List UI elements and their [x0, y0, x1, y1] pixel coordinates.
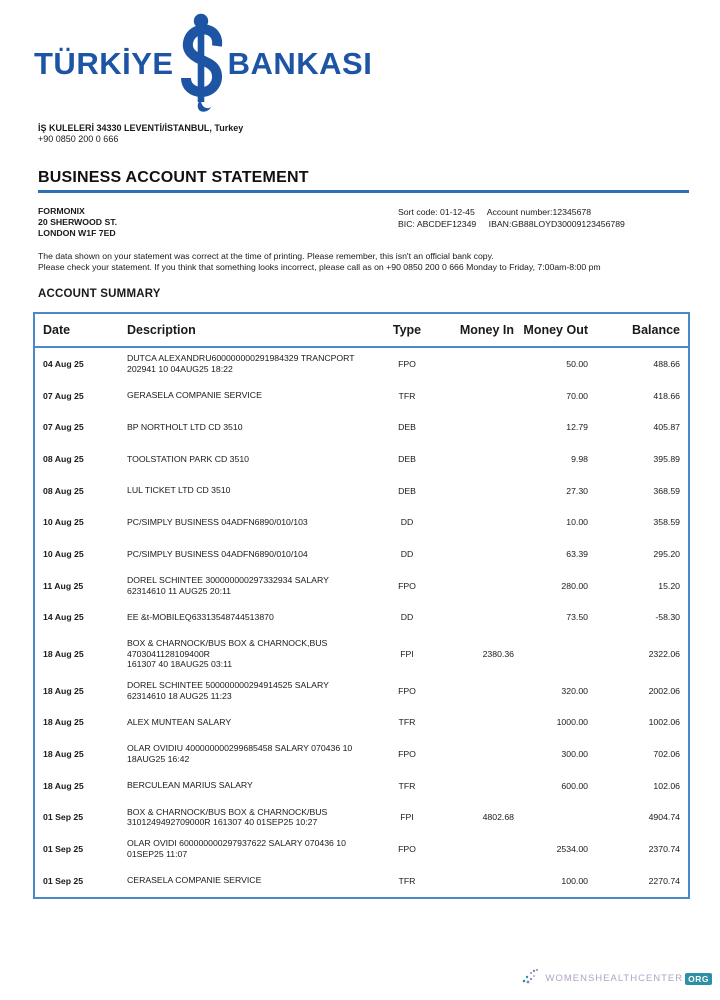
table-row	[35, 506, 688, 538]
cell-date: 07 Aug 25	[43, 390, 84, 401]
cell-description	[123, 454, 378, 465]
title-divider	[38, 190, 689, 193]
header-balance: Balance	[632, 323, 680, 337]
account-details-block	[398, 206, 635, 239]
transactions-body	[35, 348, 688, 897]
table-row	[35, 833, 688, 865]
cell-balance: 358.59	[653, 517, 680, 528]
cell-money-out: 70.00	[566, 390, 588, 401]
table-row	[35, 443, 688, 475]
cell-date: 08 Aug 25	[43, 453, 84, 464]
cell-type: TFR	[398, 390, 416, 401]
description-line-2: 01SEP25 11:07	[127, 848, 188, 859]
cell-money-out: 9.98	[571, 453, 588, 464]
notice-line-2: Please check your statement. If you think that something looks incorrect, please call as on +90 0850 200 0 666 Monday to Friday, 7:00am-8:00 pm	[38, 262, 601, 272]
description-line-2: 3101249492709000R 161307 40 01SEP25 10:27	[127, 817, 318, 828]
cell-date: 18 Aug 25	[43, 648, 84, 659]
cell-date: 18 Aug 25	[43, 748, 84, 759]
cell-description	[123, 680, 378, 701]
cell-balance: 2270.74	[648, 875, 680, 886]
cell-money-in: 2380.36	[482, 648, 514, 659]
cell-balance: 488.66	[653, 358, 680, 369]
cell-description	[123, 743, 378, 764]
cell-type: FPO	[398, 358, 416, 369]
description-line-1: PC/SIMPLY BUSINESS 04ADFN6890/010/103	[127, 517, 308, 528]
cell-date: 10 Aug 25	[43, 548, 84, 559]
description-line-1: CERASELA COMPANIE SERVICE	[127, 875, 262, 886]
cell-balance: 702.06	[653, 748, 680, 759]
cell-type: DEB	[398, 453, 416, 464]
table-row	[35, 706, 688, 738]
cell-date: 07 Aug 25	[43, 422, 84, 433]
description-line-1: PC/SIMPLY BUSINESS 04ADFN6890/010/104	[127, 548, 308, 559]
bank-phone: +90 0850 200 0 666	[38, 134, 119, 144]
cell-description	[123, 807, 378, 828]
description-line-1: GERASELA COMPANIE SERVICE	[127, 390, 262, 401]
cell-balance: 1002.06	[648, 717, 680, 728]
table-row	[35, 633, 688, 675]
description-line-1: BP NORTHOLT LTD CD 3510	[127, 421, 243, 432]
table-row	[35, 538, 688, 570]
cell-money-out: 2534.00	[556, 843, 588, 854]
table-row	[35, 475, 688, 507]
cell-money-out: 50.00	[566, 358, 588, 369]
iban: IBAN:GB88LOYD30009123456789	[488, 219, 625, 229]
bank-address-line: İŞ KULELERİ 34330 LEVENTİ/İSTANBUL, Turkey	[38, 123, 244, 133]
description-line-1: OLAR OVIDIU 400000000299685458 SALARY 070436 10	[127, 743, 353, 754]
cell-date: 04 Aug 25	[43, 358, 84, 369]
watermark-org-badge: ORG	[685, 973, 712, 985]
cell-type: DD	[400, 517, 414, 528]
cell-type: FPO	[398, 748, 416, 759]
header-money-in: Money In	[459, 323, 514, 337]
table-header-row	[35, 314, 688, 348]
customer-address-2: LONDON W1F 7ED	[38, 228, 116, 238]
cell-money-out: 63.39	[566, 548, 588, 559]
watermark-text: WOMENSHEALTHCENTER	[545, 973, 684, 984]
cell-money-out: 320.00	[561, 685, 588, 696]
watermark-dots-icon	[521, 967, 543, 990]
cell-type: DEB	[398, 485, 416, 496]
cell-date: 14 Aug 25	[43, 612, 84, 623]
cell-date: 01 Sep 25	[43, 875, 84, 886]
description-line-2: 18AUG25 16:42	[127, 753, 190, 764]
table-row	[35, 411, 688, 443]
table-row	[35, 738, 688, 770]
cell-balance: -58.30	[655, 612, 680, 623]
customer-address-1: 20 SHERWOOD ST.	[38, 217, 118, 227]
cell-type: DD	[400, 612, 414, 623]
cell-description	[123, 422, 378, 433]
logo-text-turkiye: TÜRKİYE	[34, 46, 174, 81]
cell-date: 01 Sep 25	[43, 812, 84, 823]
table-row	[35, 380, 688, 412]
description-line-1: DOREL SCHINTEE 300000000297332934 SALARY	[127, 575, 329, 586]
description-line-1: OLAR OVIDI 600000000297937622 SALARY 070436 10	[127, 838, 346, 849]
cell-description	[123, 390, 378, 401]
customer-name: FORMONIX	[38, 206, 85, 216]
cell-date: 18 Aug 25	[43, 717, 84, 728]
cell-money-out: 73.50	[566, 612, 588, 623]
cell-type: TFR	[398, 875, 416, 886]
description-line-1: DUTCA ALEXANDRU600000000291984329 TRANCPORT	[127, 353, 355, 364]
parties-section	[38, 206, 689, 239]
description-line-2: 62314610 11 AUG25 20:11	[127, 585, 232, 596]
cell-balance: 4904.74	[648, 812, 680, 823]
cell-balance: 15.20	[658, 580, 680, 591]
table-row	[35, 865, 688, 897]
account-summary-heading: ACCOUNT SUMMARY	[38, 288, 161, 300]
cell-type: DEB	[398, 422, 416, 433]
cell-type: FPO	[398, 580, 416, 591]
description-line-1: DOREL SCHINTEE 500000000294914525 SALARY	[127, 680, 329, 691]
cell-balance: 2370.74	[648, 843, 680, 854]
cell-date: 18 Aug 25	[43, 685, 84, 696]
cell-balance: 418.66	[653, 390, 680, 401]
cell-description	[123, 638, 378, 670]
cell-date: 10 Aug 25	[43, 517, 84, 528]
cell-description	[123, 575, 378, 596]
table-row	[35, 348, 688, 380]
cell-money-out: 12.79	[566, 422, 588, 433]
cell-description	[123, 838, 378, 859]
table-row	[35, 602, 688, 634]
account-number: Account number:12345678	[486, 207, 592, 217]
cell-money-out: 100.00	[561, 875, 588, 886]
watermark	[521, 967, 712, 990]
sort-code: Sort code: 01-12-45	[398, 207, 475, 217]
cell-description	[123, 549, 378, 560]
bank-address-block	[38, 123, 243, 145]
bic: BIC: ABCDEF12349	[398, 219, 477, 229]
table-row	[35, 570, 688, 602]
header-date: Date	[43, 323, 71, 337]
logo-text-bankasi: BANKASI	[227, 46, 373, 81]
cell-type: FPO	[398, 843, 416, 854]
cell-balance: 368.59	[653, 485, 680, 496]
cell-description	[123, 717, 378, 728]
description-line-1: ALEX MUNTEAN SALARY	[127, 716, 232, 727]
description-line-1: BERCULEAN MARIUS SALARY	[127, 780, 253, 791]
cell-balance: 405.87	[653, 422, 680, 433]
cell-type: TFR	[398, 717, 416, 728]
cell-type: DD	[400, 548, 414, 559]
cell-balance: 295.20	[653, 548, 680, 559]
cell-balance: 2002.06	[648, 685, 680, 696]
description-line-1: BOX & CHARNOCK/BUS BOX & CHARNOCK/BUS	[127, 806, 328, 817]
cell-type: TFR	[398, 780, 416, 791]
cell-balance: 102.06	[653, 780, 680, 791]
cell-money-out: 27.30	[566, 485, 588, 496]
cell-description	[123, 780, 378, 791]
customer-address-block	[38, 206, 398, 239]
cell-money-in: 4802.68	[482, 812, 514, 823]
table-row	[35, 770, 688, 802]
transactions-table	[33, 312, 690, 899]
cell-date: 08 Aug 25	[43, 485, 84, 496]
header-description: Description	[127, 323, 196, 337]
cell-money-out: 1000.00	[556, 717, 588, 728]
notice-line-1: The data shown on your statement was correct at the time of printing. Please remember, this isn't an official bank copy.	[38, 251, 494, 261]
cell-balance: 395.89	[653, 453, 680, 464]
table-row	[35, 801, 688, 833]
description-line-2: 161307 40 18AUG25 03:11	[127, 659, 233, 670]
is-bankasi-monogram-icon	[176, 12, 226, 116]
description-line-1: LUL TICKET LTD CD 3510	[127, 485, 231, 496]
page-title: BUSINESS ACCOUNT STATEMENT	[38, 169, 309, 186]
cell-date: 18 Aug 25	[43, 780, 84, 791]
cell-balance: 2322.06	[648, 648, 680, 659]
header-money-out: Money Out	[523, 323, 588, 337]
description-line-2: 62314610 18 AUG25 11:23	[127, 690, 232, 701]
cell-date: 01 Sep 25	[43, 843, 84, 854]
cell-money-out: 10.00	[566, 517, 588, 528]
statement-title-block	[38, 169, 689, 193]
description-line-1: TOOLSTATION PARK CD 3510	[127, 453, 249, 464]
description-line-2: 202941 10 04AUG25 18:22	[127, 363, 233, 374]
cell-date: 11 Aug 25	[43, 580, 84, 591]
statement-notice	[38, 251, 689, 273]
cell-money-out: 300.00	[561, 748, 588, 759]
table-row	[35, 675, 688, 707]
cell-description	[123, 517, 378, 528]
cell-description	[123, 875, 378, 886]
cell-type: FPO	[398, 685, 416, 696]
cell-description	[123, 612, 378, 623]
description-line-1: EE &t-MOBILEQ63313548744513870	[127, 612, 274, 623]
bank-logo	[34, 12, 372, 116]
description-line-1: BOX & CHARNOCK/BUS BOX & CHARNOCK,BUS 4703041128109400R	[127, 638, 328, 659]
cell-description	[123, 485, 378, 496]
header-type: Type	[392, 323, 422, 337]
cell-type: FPI	[400, 812, 414, 823]
cell-type: FPI	[400, 648, 414, 659]
cell-description	[123, 353, 378, 374]
cell-money-out: 600.00	[561, 780, 588, 791]
cell-money-out: 280.00	[561, 580, 588, 591]
